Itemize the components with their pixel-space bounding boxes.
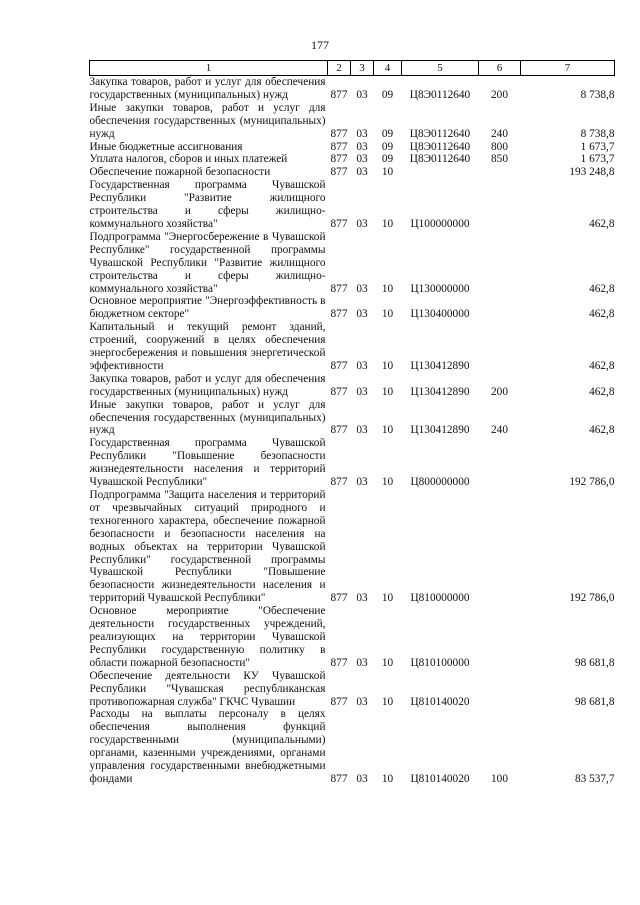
table-row [90, 141, 615, 154]
ministry-code: 877 [330, 592, 348, 605]
item-name: Иные закупки товаров, работ и услуг для обеспечения государственных (муниципальных) нужд [89, 101, 326, 140]
target-article-code: Ц8Э0112640 [409, 127, 471, 140]
target-article-code: Ц8Э0112640 [409, 140, 471, 153]
table-row [90, 321, 615, 373]
expense-type-code [479, 321, 521, 373]
amount-value: 192 786,0 [569, 476, 615, 489]
amount-value: 462,8 [589, 308, 615, 321]
ministry-code: 877 [330, 359, 348, 372]
target-article-code: Ц100000000 [410, 217, 470, 230]
column-header: 3 [351, 61, 374, 76]
expense-type-code [479, 231, 521, 296]
expense-type-code: 240 [491, 424, 508, 437]
amount-value: 8 738,8 [580, 88, 615, 101]
item-name: Иные бюджетные ассигнования [89, 140, 243, 153]
header-row [90, 61, 615, 76]
amount-value: 462,8 [589, 359, 615, 372]
expense-type-code: 200 [491, 88, 508, 101]
subsection-code: 10 [381, 656, 394, 669]
section-code: 03 [356, 695, 368, 708]
ministry-code: 877 [330, 476, 348, 489]
expense-type-code: 800 [491, 140, 508, 153]
target-article-code: Ц130400000 [410, 308, 470, 321]
item-name: Расходы на выплаты персоналу в целях обеспечения выполнения функций государственными (муниципальными) органами, казенными учреждениями, органами управления государственными внебюджетными фондами [89, 708, 326, 785]
target-article-code: Ц130412890 [410, 385, 470, 398]
subsection-code: 10 [381, 166, 394, 179]
subsection-code: 10 [381, 308, 394, 321]
section-code: 03 [356, 166, 368, 179]
section-code: 03 [356, 88, 368, 101]
amount-value: 193 248,8 [569, 166, 615, 179]
ministry-code: 877 [330, 282, 348, 295]
section-code: 03 [356, 592, 368, 605]
amount-value: 192 786,0 [569, 592, 615, 605]
expense-type-code [479, 179, 521, 231]
item-name: Закупка товаров, работ и услуг для обеспечения государственных (муниципальных) нужд [89, 372, 326, 398]
subsection-code: 10 [381, 217, 394, 230]
section-code: 03 [356, 127, 368, 140]
subsection-code: 10 [381, 359, 394, 372]
item-name: Уплата налогов, сборов и иных платежей [89, 153, 288, 166]
page-number: 177 [311, 38, 329, 52]
section-code: 03 [356, 772, 368, 785]
ministry-code: 877 [330, 88, 348, 101]
section-code: 03 [356, 153, 368, 166]
amount-value: 1 673,7 [580, 153, 615, 166]
amount-value: 98 681,8 [574, 656, 615, 669]
amount-value: 462,8 [589, 282, 615, 295]
subsection-code: 10 [381, 282, 394, 295]
target-article-code [402, 166, 479, 179]
ministry-code: 877 [330, 127, 348, 140]
ministry-code: 877 [330, 217, 348, 230]
expense-type-code [479, 437, 521, 489]
table-row [90, 399, 615, 438]
target-article-code: Ц8Э0112640 [409, 153, 471, 166]
table-row [90, 605, 615, 670]
target-article-code: Ц810140020 [410, 695, 470, 708]
target-article-code: Ц810000000 [410, 592, 470, 605]
section-code: 03 [356, 656, 368, 669]
expense-type-code [479, 166, 521, 179]
section-code: 03 [356, 308, 368, 321]
column-header: 7 [521, 61, 615, 76]
column-header: 6 [479, 61, 521, 76]
column-header: 2 [328, 61, 351, 76]
subsection-code: 10 [381, 385, 394, 398]
expense-type-code: 240 [491, 127, 508, 140]
target-article-code: Ц800000000 [410, 476, 470, 489]
item-name: Капитальный и текущий ремонт зданий, строений, сооружений в целях обеспечения энергосбережения и повышения энергетической эффективности [89, 321, 326, 372]
ministry-code: 877 [330, 695, 348, 708]
expense-type-code [479, 670, 521, 709]
subsection-code: 10 [381, 592, 394, 605]
section-code: 03 [356, 140, 368, 153]
item-name: Иные закупки товаров, работ и услуг для обеспечения государственных (муниципальных) нужд [89, 398, 326, 437]
table-row [90, 670, 615, 709]
subsection-code: 10 [381, 772, 394, 785]
table-row [90, 179, 615, 231]
table-row [90, 295, 615, 321]
table-row [90, 373, 615, 399]
section-code: 03 [356, 424, 368, 437]
expense-type-code: 850 [491, 153, 508, 166]
item-name: Государственная программа Чувашской Республики "Развитие жилищного строительства и сферы жилищно-коммунального хозяйства" [89, 179, 326, 230]
item-name: Государственная программа Чувашской Республики "Повышение безопасности жизнедеятельности населения и территорий Чувашской Республики" [89, 437, 326, 489]
amount-value: 83 537,7 [574, 772, 615, 785]
table-row [90, 153, 615, 166]
amount-value: 98 681,8 [574, 695, 615, 708]
subsection-code: 09 [381, 88, 394, 101]
amount-value: 1 673,7 [580, 140, 615, 153]
target-article-code: Ц810100000 [410, 656, 470, 669]
ministry-code: 877 [330, 385, 348, 398]
expense-type-code: 100 [491, 772, 508, 785]
item-name: Обеспечение пожарной безопасности [89, 166, 271, 179]
table-row [90, 708, 615, 785]
table-row [90, 437, 615, 489]
amount-value: 8 738,8 [580, 127, 615, 140]
expense-type-code [479, 295, 521, 321]
table-row [90, 489, 615, 605]
item-name: Подпрограмма "Энергосбережение в Чувашской Республике" государственной программы Чувашской Республики "Развитие жилищного строительства и сферы жилищно-коммунального хозяйства" [89, 230, 326, 295]
budget-table [89, 60, 615, 786]
subsection-code: 09 [381, 153, 394, 166]
table-row [90, 166, 615, 179]
target-article-code: Ц810140020 [410, 772, 470, 785]
ministry-code: 877 [330, 153, 348, 166]
table-row [90, 231, 615, 296]
column-header: 5 [402, 61, 479, 76]
expense-type-code: 200 [491, 385, 508, 398]
amount-value: 462,8 [589, 385, 615, 398]
column-header: 1 [90, 61, 328, 76]
item-name: Закупка товаров, работ и услуг для обеспечения государственных (муниципальных) нужд [89, 76, 326, 101]
ministry-code: 877 [330, 308, 348, 321]
target-article-code: Ц8Э0112640 [409, 88, 471, 101]
table-row [90, 102, 615, 141]
section-code: 03 [356, 359, 368, 372]
subsection-code: 10 [381, 476, 394, 489]
ministry-code: 877 [330, 166, 348, 179]
subsection-code: 09 [381, 127, 394, 140]
subsection-code: 10 [381, 424, 394, 437]
target-article-code: Ц130412890 [410, 359, 470, 372]
table-body [90, 76, 615, 786]
column-header: 4 [374, 61, 402, 76]
expense-type-code [479, 489, 521, 605]
subsection-code: 09 [381, 140, 394, 153]
target-article-code: Ц130412890 [410, 424, 470, 437]
ministry-code: 877 [330, 140, 348, 153]
section-code: 03 [356, 282, 368, 295]
expense-type-code [479, 605, 521, 670]
subsection-code: 10 [381, 695, 394, 708]
table-row [90, 76, 615, 102]
ministry-code: 877 [330, 424, 348, 437]
amount-value: 462,8 [589, 217, 615, 230]
section-code: 03 [356, 217, 368, 230]
ministry-code: 877 [330, 656, 348, 669]
item-name: Основное мероприятие "Обеспечение деятельности государственных учреждений, реализующих на территории Чувашской Республики государственную политику в области пожарной безопасности" [89, 605, 326, 669]
section-code: 03 [356, 476, 368, 489]
item-name: Основное мероприятие "Энергоэффективность в бюджетном секторе" [89, 295, 326, 321]
ministry-code: 877 [330, 772, 348, 785]
target-article-code: Ц130000000 [410, 282, 470, 295]
item-name: Подпрограмма "Защита населения и территорий от чрезвычайных ситуаций природного и техногенного характера, обеспечение пожарной безопасности и безопасности населения на водных объектах на территории Чувашской Республики" государственной программы Чувашской Республики "Повышение безопасности жизнедеятельности населения и территорий Чувашской Республики" [89, 489, 326, 605]
amount-value: 462,8 [589, 424, 615, 437]
section-code: 03 [356, 385, 368, 398]
item-name: Обеспечение деятельности КУ Чувашской Республики "Чувашская республиканская противопожарная служба" ГКЧС Чувашии [89, 669, 326, 708]
